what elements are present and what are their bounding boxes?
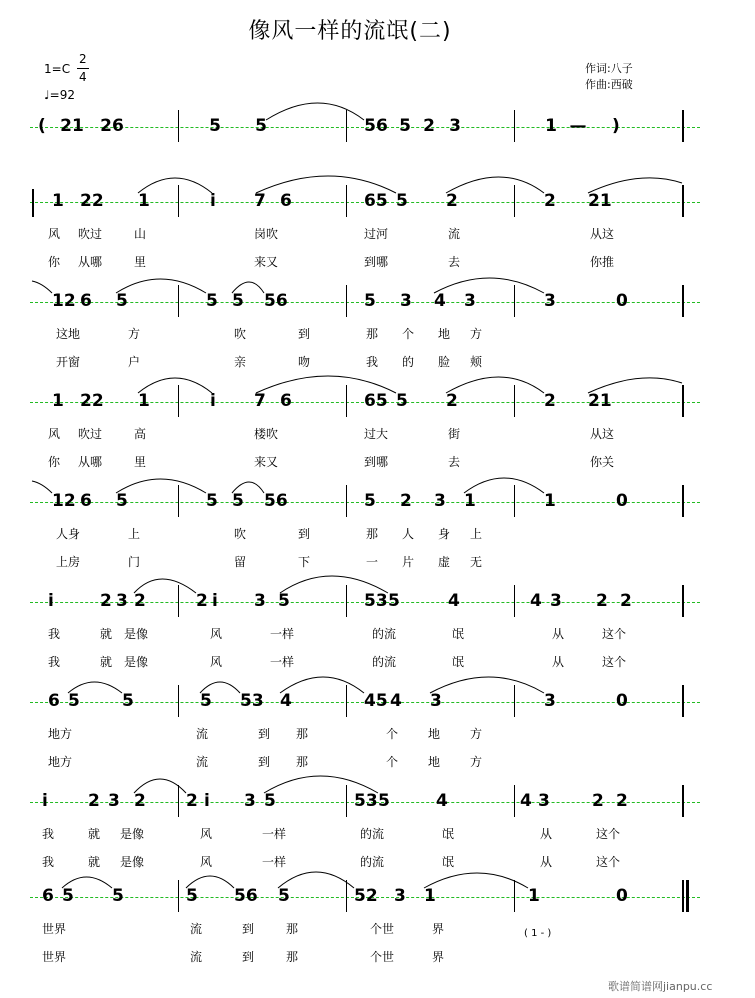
note: 0 xyxy=(616,491,628,511)
note: 5 xyxy=(264,791,276,811)
note: 1 xyxy=(52,391,64,411)
note: 5 xyxy=(232,291,244,311)
lyric-verse-1: 地 xyxy=(438,327,451,341)
slur-group xyxy=(30,880,730,920)
note: 22 xyxy=(80,391,104,411)
tempo-marking: ♩=92 xyxy=(44,88,75,102)
slur xyxy=(32,478,544,493)
note: 2 xyxy=(596,591,608,611)
note: 3 xyxy=(244,791,256,811)
lyric-verse-1: 方 xyxy=(128,327,141,341)
lyric-verse-1: 的流 xyxy=(372,627,397,641)
note: 22 xyxy=(80,191,104,211)
note: 3 xyxy=(544,291,556,311)
lyric-verse-2: 你 xyxy=(48,255,61,269)
note: 5 xyxy=(186,886,198,906)
lyric-verse-1: 上 xyxy=(128,527,141,541)
note: 2 xyxy=(100,591,112,611)
note: 3 xyxy=(108,791,120,811)
lyric-verse-1: 的流 xyxy=(360,827,385,841)
slur-group xyxy=(30,585,730,625)
note: 5 xyxy=(68,691,80,711)
lyric-verse-2: 的流 xyxy=(372,655,397,669)
note: 2 xyxy=(88,791,100,811)
lyric-verse-1: 街 xyxy=(448,427,461,441)
lyric-verse-2: 户 xyxy=(128,355,141,369)
lyric-verse-1: 从这 xyxy=(590,427,615,441)
lyric-verse-1: 流 xyxy=(448,227,461,241)
lyric-verse-2: 一样 xyxy=(262,855,287,869)
lyric-verse-1: 到 xyxy=(298,327,311,341)
lyric-verse-1: 我 xyxy=(42,827,55,841)
note: 53 xyxy=(354,791,378,811)
note: 2 xyxy=(446,191,458,211)
note: 6 xyxy=(48,691,60,711)
lyric-verse-1: 岗吹 xyxy=(254,227,279,241)
intro-note: 56 xyxy=(364,116,388,136)
lyric-verse-2: 到 xyxy=(258,755,271,769)
lyric-verse-2: 你 xyxy=(48,455,61,469)
note: 4 xyxy=(520,791,532,811)
lyric-verse-2: 你关 xyxy=(590,455,615,469)
lyric-verse-2: 脸 xyxy=(438,355,451,369)
note: 5 xyxy=(62,886,74,906)
note: 53 xyxy=(240,691,264,711)
lyric-verse-1: 风 xyxy=(200,827,213,841)
lyric-verse-2: 来又 xyxy=(254,455,279,469)
lyric-verse-2: 地 xyxy=(428,755,441,769)
note: 2 xyxy=(592,791,604,811)
lyric-verse-1: 身 xyxy=(438,527,451,541)
note: 2 xyxy=(446,391,458,411)
intro-note: 21 xyxy=(60,116,84,136)
lyric-verse-1: 个 xyxy=(386,727,399,741)
note: 12 xyxy=(52,291,76,311)
lyric-verse-2: 里 xyxy=(134,455,147,469)
note: 21 xyxy=(588,391,612,411)
note: 56 xyxy=(264,291,288,311)
music-system xyxy=(30,385,730,475)
note: 5 xyxy=(232,491,244,511)
lyric-verse-2: 氓 xyxy=(452,655,465,669)
lyric-verse-2: 吻 xyxy=(298,355,311,369)
note: 3 xyxy=(116,591,128,611)
lyric-verse-2: 就 xyxy=(88,855,101,869)
lyric-verse-1: 一样 xyxy=(270,627,295,641)
slur-group xyxy=(30,785,730,825)
lyric-verse-1: 流 xyxy=(190,922,203,936)
lyric-verse-1: 地方 xyxy=(48,727,73,741)
lyric-verse-1: 过大 xyxy=(364,427,389,441)
lyric-verse-1: 人身 xyxy=(56,527,81,541)
slur-group xyxy=(30,185,730,225)
time-signature-divider xyxy=(77,68,89,69)
composer-credit: 作曲:西破 xyxy=(585,78,633,91)
lyric-verse-2: 上房 xyxy=(56,555,81,569)
slur xyxy=(134,776,378,793)
note: 5 xyxy=(206,491,218,511)
note: 56 xyxy=(234,886,258,906)
key-signature: 1=C xyxy=(44,62,71,76)
lyric-verse-1: 方 xyxy=(470,727,483,741)
note: 2 xyxy=(196,591,208,611)
lyric-verse-1: 流 xyxy=(196,727,209,741)
slur xyxy=(138,176,682,193)
note: 2 xyxy=(616,791,628,811)
time-signature-bottom: 4 xyxy=(79,70,87,84)
intro-note: 1 xyxy=(545,116,557,136)
lyric-verse-2: 到哪 xyxy=(364,455,389,469)
note: 4 xyxy=(436,791,448,811)
lyric-verse-2: 风 xyxy=(210,655,223,669)
lyric-verse-1: 吹 xyxy=(234,527,247,541)
lyric-verse-1: 上 xyxy=(470,527,483,541)
lyric-verse-2: 从哪 xyxy=(78,255,103,269)
slur-group xyxy=(30,385,730,425)
lyric-verse-1: 那 xyxy=(366,327,379,341)
note: 7 xyxy=(254,391,266,411)
intro-close-paren: ) xyxy=(612,116,620,136)
note: i xyxy=(42,791,48,811)
note: 3 xyxy=(538,791,550,811)
lyric-verse-2: 世界 xyxy=(42,950,67,964)
note: 2 xyxy=(134,591,146,611)
lyric-verse-2: 到 xyxy=(242,950,255,964)
lyric-verse-1: 从 xyxy=(540,827,553,841)
note: 2 xyxy=(186,791,198,811)
lyric-verse-2: 你推 xyxy=(590,255,615,269)
lyric-verse-2: 门 xyxy=(128,555,141,569)
note: 1 xyxy=(544,491,556,511)
lyric-verse-2: 我 xyxy=(48,655,61,669)
time-signature-top: 2 xyxy=(79,52,87,66)
note: 0 xyxy=(616,691,628,711)
note: 1 xyxy=(52,191,64,211)
lyric-verse-2: 的 xyxy=(402,355,415,369)
lyric-verse-1: 从这 xyxy=(590,227,615,241)
note: 3 xyxy=(394,886,406,906)
note: 5 xyxy=(278,886,290,906)
lyric-verse-2: 从 xyxy=(540,855,553,869)
note: 2 xyxy=(544,391,556,411)
note: 5 xyxy=(278,591,290,611)
note: 1 xyxy=(464,491,476,511)
music-system xyxy=(30,285,730,375)
intro-note: 3 xyxy=(449,116,461,136)
note: 3 xyxy=(400,291,412,311)
note: 2 xyxy=(544,191,556,211)
note: 6 xyxy=(80,491,92,511)
lyric-verse-2: 流 xyxy=(190,950,203,964)
note: 5 xyxy=(396,191,408,211)
lyric-verse-2: 开窗 xyxy=(56,355,81,369)
lyric-verse-2: 来又 xyxy=(254,255,279,269)
note: 6 xyxy=(280,391,292,411)
lyric-verse-2: 的流 xyxy=(360,855,385,869)
intro-note: 26 xyxy=(100,116,124,136)
lyric-verse-2: 风 xyxy=(200,855,213,869)
lyric-verse-2: 这个 xyxy=(602,655,627,669)
lyric-verse-2: 方 xyxy=(470,755,483,769)
music-system xyxy=(30,485,730,575)
song-title: 像风一样的流氓(二) xyxy=(248,19,452,44)
note: 5 xyxy=(364,491,376,511)
lyric-verse-1: 风 xyxy=(210,627,223,641)
note: 3 xyxy=(430,691,442,711)
note: 6 xyxy=(280,191,292,211)
watermark-text: 歌谱简谱网jianpu.cc xyxy=(608,980,713,993)
lyricist-credit: 作词:八子 xyxy=(585,62,633,75)
note: 5 xyxy=(116,291,128,311)
note: 5 xyxy=(116,491,128,511)
lyric-verse-2: 虚 xyxy=(438,555,451,569)
lyric-verse-1: 氓 xyxy=(452,627,465,641)
note: 52 xyxy=(354,886,378,906)
note: 5 xyxy=(206,291,218,311)
lyric-verse-1: 从 xyxy=(552,627,565,641)
intro-note: 2 xyxy=(423,116,435,136)
note: 1 xyxy=(424,886,436,906)
lyric-verse-2: 流 xyxy=(196,755,209,769)
lyric-verse-2: 我 xyxy=(42,855,55,869)
note: 7 xyxy=(254,191,266,211)
note: 1 xyxy=(138,191,150,211)
lyric-verse-2: 界 xyxy=(432,950,445,964)
note: i xyxy=(212,591,218,611)
note: 65 xyxy=(364,191,388,211)
slur xyxy=(68,677,544,693)
lyric-verse-1: 吹 xyxy=(234,327,247,341)
note: 4 xyxy=(434,291,446,311)
note: 3 xyxy=(434,491,446,511)
lyric-verse-1: 过河 xyxy=(364,227,389,241)
lyric-verse-1: 那 xyxy=(286,922,299,936)
note: 45 xyxy=(364,691,388,711)
note: 5 xyxy=(112,886,124,906)
lyric-verse-1: 到 xyxy=(242,922,255,936)
lyric-verse-2: 我 xyxy=(366,355,379,369)
note: 6 xyxy=(42,886,54,906)
note: 3 xyxy=(464,291,476,311)
music-system xyxy=(30,585,730,675)
note: 2 xyxy=(620,591,632,611)
intro-open-paren: ( xyxy=(38,116,46,136)
lyric-verse-2: 那 xyxy=(296,755,309,769)
lyric-verse-1: 人 xyxy=(402,527,415,541)
lyric-verse-2: 那 xyxy=(286,950,299,964)
intro-note: — xyxy=(569,116,587,136)
lyric-verse-1: 一样 xyxy=(262,827,287,841)
note: i xyxy=(204,791,210,811)
lyric-verse-1: 吹过 xyxy=(78,427,103,441)
slur xyxy=(134,576,388,593)
intro-slurs xyxy=(30,110,730,150)
lyric-verse-1: 世界 xyxy=(42,922,67,936)
note: 0 xyxy=(616,291,628,311)
lyric-verse-1: 我 xyxy=(48,627,61,641)
music-system xyxy=(30,185,730,275)
lyric-verse-1: 高 xyxy=(134,427,147,441)
lyric-verse-2: 是像 xyxy=(124,655,149,669)
note: 4 xyxy=(530,591,542,611)
intro-note: 5 xyxy=(399,116,411,136)
lyric-verse-2: 就 xyxy=(100,655,113,669)
lyric-verse-1: 这个 xyxy=(602,627,627,641)
note: 21 xyxy=(588,191,612,211)
music-system xyxy=(30,880,730,970)
note: 5 xyxy=(388,591,400,611)
note: 0 xyxy=(616,886,628,906)
lyric-verse-1: 那 xyxy=(366,527,379,541)
lyric-verse-2: 氓 xyxy=(442,855,455,869)
lyric-verse-2: 一 xyxy=(366,555,379,569)
note: 4 xyxy=(448,591,460,611)
note: 5 xyxy=(396,391,408,411)
lyric-verse-1: 就 xyxy=(88,827,101,841)
lyric-verse-1: 地 xyxy=(428,727,441,741)
lyric-verse-2: 这个 xyxy=(596,855,621,869)
note: 5 xyxy=(378,791,390,811)
note: 2 xyxy=(400,491,412,511)
note: 1 xyxy=(528,886,540,906)
note: 5 xyxy=(364,291,376,311)
note: 5 xyxy=(122,691,134,711)
lyric-verse-1: 到 xyxy=(258,727,271,741)
lyric-verse-1: 这个 xyxy=(596,827,621,841)
lyric-verse-2: 个世 xyxy=(370,950,395,964)
note: 3 xyxy=(544,691,556,711)
lyric-verse-2: 留 xyxy=(234,555,247,569)
intro-note: 5 xyxy=(255,116,267,136)
slur xyxy=(138,376,682,393)
lyric-verse-2: 无 xyxy=(470,555,483,569)
note: 3 xyxy=(254,591,266,611)
note: 53 xyxy=(364,591,388,611)
lyric-verse-2: 一样 xyxy=(270,655,295,669)
music-system xyxy=(30,785,730,875)
note: 56 xyxy=(264,491,288,511)
note: 4 xyxy=(280,691,292,711)
lyric-verse-1: 方 xyxy=(470,327,483,341)
lyric-verse-2: 个 xyxy=(386,755,399,769)
slur-group xyxy=(30,685,730,725)
note: i xyxy=(210,391,216,411)
slur-group xyxy=(30,485,730,525)
lyric-verse-1: 这地 xyxy=(56,327,81,341)
lyric-verse-1: 界 xyxy=(432,922,445,936)
note: 1 xyxy=(138,391,150,411)
intro-note: 5 xyxy=(209,116,221,136)
lyric-verse-1: 那 xyxy=(296,727,309,741)
intro-staff xyxy=(30,110,730,150)
lyric-verse-1: 到 xyxy=(298,527,311,541)
lyric-verse-2: 下 xyxy=(298,555,311,569)
lyric-verse-2: 片 xyxy=(402,555,415,569)
lyric-verse-1: 是像 xyxy=(124,627,149,641)
lyric-verse-2: 去 xyxy=(448,255,461,269)
ending-note: ( 1 - ) xyxy=(524,928,552,939)
lyric-verse-1: 山 xyxy=(134,227,147,241)
note: 2 xyxy=(134,791,146,811)
lyric-verse-1: 风 xyxy=(48,227,61,241)
music-system xyxy=(30,685,730,775)
lyric-verse-2: 是像 xyxy=(120,855,145,869)
lyric-verse-1: 风 xyxy=(48,427,61,441)
note: 5 xyxy=(200,691,212,711)
lyric-verse-1: 就 xyxy=(100,627,113,641)
lyric-verse-2: 颊 xyxy=(470,355,483,369)
lyric-verse-2: 去 xyxy=(448,455,461,469)
lyric-verse-2: 地方 xyxy=(48,755,73,769)
lyric-verse-1: 吹过 xyxy=(78,227,103,241)
lyric-verse-1: 是像 xyxy=(120,827,145,841)
lyric-verse-1: 个 xyxy=(402,327,415,341)
note: 12 xyxy=(52,491,76,511)
slur xyxy=(32,278,544,293)
note: i xyxy=(48,591,54,611)
lyric-verse-2: 从 xyxy=(552,655,565,669)
lyric-verse-2: 里 xyxy=(134,255,147,269)
lyric-verse-1: 楼吹 xyxy=(254,427,279,441)
note: 3 xyxy=(550,591,562,611)
note: i xyxy=(210,191,216,211)
lyric-verse-2: 亲 xyxy=(234,355,247,369)
lyric-verse-1: 氓 xyxy=(442,827,455,841)
note: 4 xyxy=(390,691,402,711)
note: 65 xyxy=(364,391,388,411)
lyric-verse-2: 从哪 xyxy=(78,455,103,469)
slur-group xyxy=(30,285,730,325)
note: 6 xyxy=(80,291,92,311)
lyric-verse-2: 到哪 xyxy=(364,255,389,269)
lyric-verse-1: 个世 xyxy=(370,922,395,936)
